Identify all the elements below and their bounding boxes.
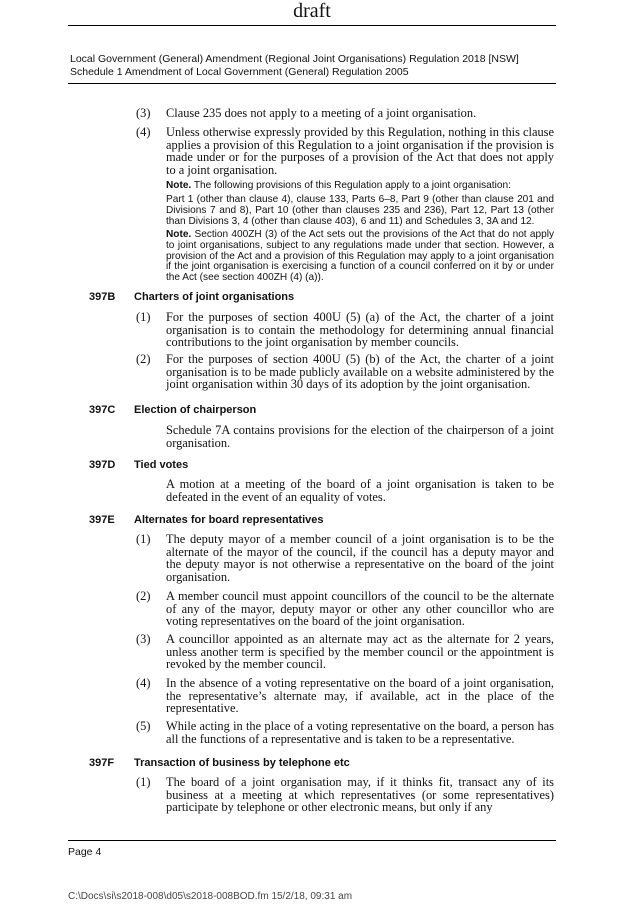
header-rule-top (68, 25, 556, 26)
clause-number: (2) (136, 589, 151, 603)
section-number: 397E (89, 514, 115, 526)
clause-text: The board of a joint organisation may, if it thinks fit, transact any of its business at a meeting at which representatives (or some representatives) participate by telephone or other electronic means, but only if any (166, 775, 554, 815)
note-text: The following provisions of this Regulation apply to a joint organisation: (191, 180, 511, 191)
clause-number: (1) (136, 775, 151, 789)
header-rule-bottom (68, 83, 556, 84)
note-label: Note. (166, 180, 192, 191)
page-number: Page 4 (68, 846, 102, 858)
clause-number: (3) (136, 632, 151, 646)
clause-text: In the absence of a voting representative on the board of a joint organisation, the representative’s alternate may, if available, act in the place of the representative. (166, 676, 554, 716)
note (166, 230, 554, 284)
clause-text: While acting in the place of a voting representative on the board, a person has all the functions of a representative and is taken to be a representative. (166, 719, 554, 746)
clause-number: (3) (136, 106, 151, 120)
note-text: Section 400ZH (3) of the Act sets out the provisions of the Act that do not apply to joint organisations, subject to any regulations made under that section. However, a provision of the Act and a provision of this Regulation may apply to a joint organisation if the joint organisation is exercising a function of a council conferred on it by or under the Act (see section 400ZH (4) (a)). (166, 229, 554, 284)
section-heading: Alternates for board representatives (134, 514, 324, 526)
draft-watermark: draft (293, 0, 331, 22)
clause-text: A member council must appoint councillors of the council to be the alternate of any of the mayor, deputy mayor or other any other councillor who are voting representatives on the board of the joint organisation. (166, 589, 554, 629)
clause-text: For the purposes of section 400U (5) (a) of the Act, the charter of a joint organisation is to contain the methodology for determining annual financial contributions to the joint organisation by member councils. (166, 310, 554, 350)
section-text: A motion at a meeting of the board of a joint organisation is taken to be defeated in the event of an equality of votes. (166, 477, 554, 504)
clause-text: Clause 235 does not apply to a meeting of a joint organisation. (166, 106, 477, 120)
clause-text: The deputy mayor of a member council of a joint organisation is to be the alternate of the mayor of the council, if the council has a deputy mayor and the deputy mayor is not otherwise a representative on the board of the joint organisation. (166, 532, 554, 584)
clause-number: (4) (136, 125, 151, 139)
clause-text: Unless otherwise expressly provided by this Regulation, nothing in this clause applies a provision of this Regulation to a joint organisation if the provision is made under or for the purposes of a provision of the Act that does not apply to a joint organisation. (166, 125, 554, 177)
note-label: Note. (166, 229, 192, 240)
clause-text: For the purposes of section 400U (5) (b) of the Act, the charter of a joint organisation is to be made publicly available on a website administered by the joint organisation within 30 days of its adoption by the joint organisation. (166, 352, 554, 392)
section-heading: Transaction of business by telephone etc (134, 757, 350, 769)
clause-number: (2) (136, 352, 151, 366)
section-number: 397F (89, 757, 115, 769)
clause-number: (1) (136, 310, 151, 324)
section-heading: Election of chairperson (134, 404, 257, 416)
section-heading: Tied votes (134, 459, 189, 471)
section-number: 397D (89, 459, 116, 471)
note (166, 181, 554, 192)
running-header-title: Local Government (General) Amendment (Regional Joint Organisations) Regulation 2018 [NSW] (70, 53, 519, 65)
section-text: Schedule 7A contains provisions for the election of the chairperson of a joint organisation. (166, 423, 554, 450)
clause-number: (4) (136, 676, 151, 690)
clause-text: A councillor appointed as an alternate may act as the alternate for 2 years, unless another term is specified by the member council or the appointment is revoked by the member council. (166, 632, 554, 672)
footer-rule (68, 840, 556, 841)
file-path: C:\Docs\si\s2018-008\d05\s2018-008BOD.fm 15/2/18, 09:31 am (68, 891, 353, 902)
running-header-schedule: Schedule 1 Amendment of Local Government (General) Regulation 2005 (70, 66, 409, 78)
clause-number: (1) (136, 532, 151, 546)
section-number: 397B (89, 291, 116, 303)
clause-number: (5) (136, 719, 151, 733)
section-number: 397C (89, 404, 116, 416)
section-heading: Charters of joint organisations (134, 291, 295, 303)
note-list: Part 1 (other than clause 4), clause 133, Parts 6–8, Part 9 (other than clause 201 and Divisions 7 and 8), Part 10 (other than clauses 235 and 236), Part 12, Part 13 (other than Divisions 3, 4 (other than clause 403), 6 and 11) and Schedules 3, 3A and 12. (166, 194, 554, 227)
